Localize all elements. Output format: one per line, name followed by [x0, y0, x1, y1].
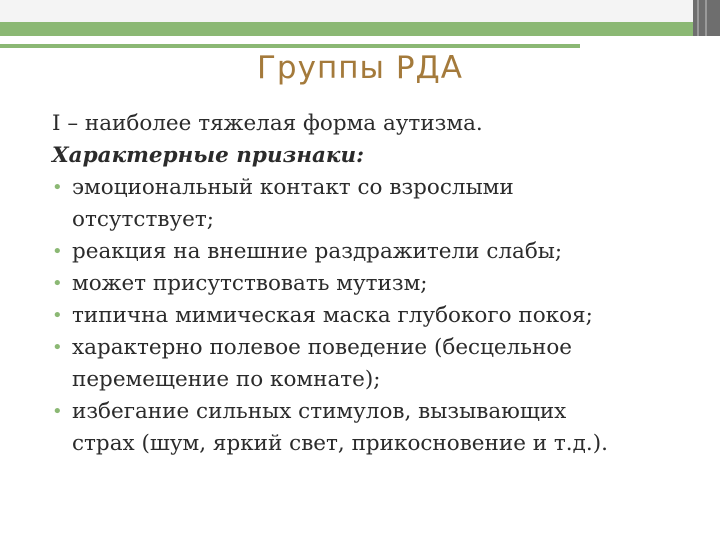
bullet-list: [52, 172, 702, 460]
bullet-icon: •: [52, 177, 63, 198]
bullet-line: перемещение по комнате);: [72, 367, 381, 392]
bullet-icon: •: [52, 401, 63, 422]
bullet-item: [52, 268, 702, 300]
header-accent-line: [0, 44, 580, 48]
bullet-icon: •: [52, 241, 63, 262]
bullet-line: эмоциональный контакт со взрослыми: [72, 175, 514, 200]
bullet-item: [52, 172, 702, 236]
subheading: Характерные признаки:: [52, 143, 365, 168]
slide-body: [52, 108, 702, 460]
bullet-icon: •: [52, 337, 63, 358]
intro-text: I – наиболее тяжелая форма аутизма.: [52, 111, 483, 136]
header-accent-bar: [0, 22, 720, 36]
bullet-item: [52, 332, 702, 396]
bullet-line: типична мимическая маска глубокого покоя;: [72, 303, 593, 328]
bullet-item: [52, 300, 702, 332]
bullet-line: может присутствовать мутизм;: [72, 271, 428, 296]
bullet-icon: •: [52, 273, 63, 294]
bullet-icon: •: [52, 305, 63, 326]
corner-decoration: [693, 0, 720, 36]
bullet-line: страх (шум, яркий свет, прикосновение и т.д.).: [72, 431, 608, 456]
bullet-line: характерно полевое поведение (бесцельное: [72, 335, 573, 360]
bullet-line: реакция на внешние раздражители слабы;: [72, 239, 563, 264]
slide-title: Группы РДА: [257, 50, 463, 86]
top-band: [0, 0, 720, 22]
bullet-item: [52, 236, 702, 268]
bullet-line: избегание сильных стимулов, вызывающих: [72, 399, 567, 424]
bullet-item: [52, 396, 702, 460]
bullet-line: отсутствует;: [72, 207, 214, 232]
